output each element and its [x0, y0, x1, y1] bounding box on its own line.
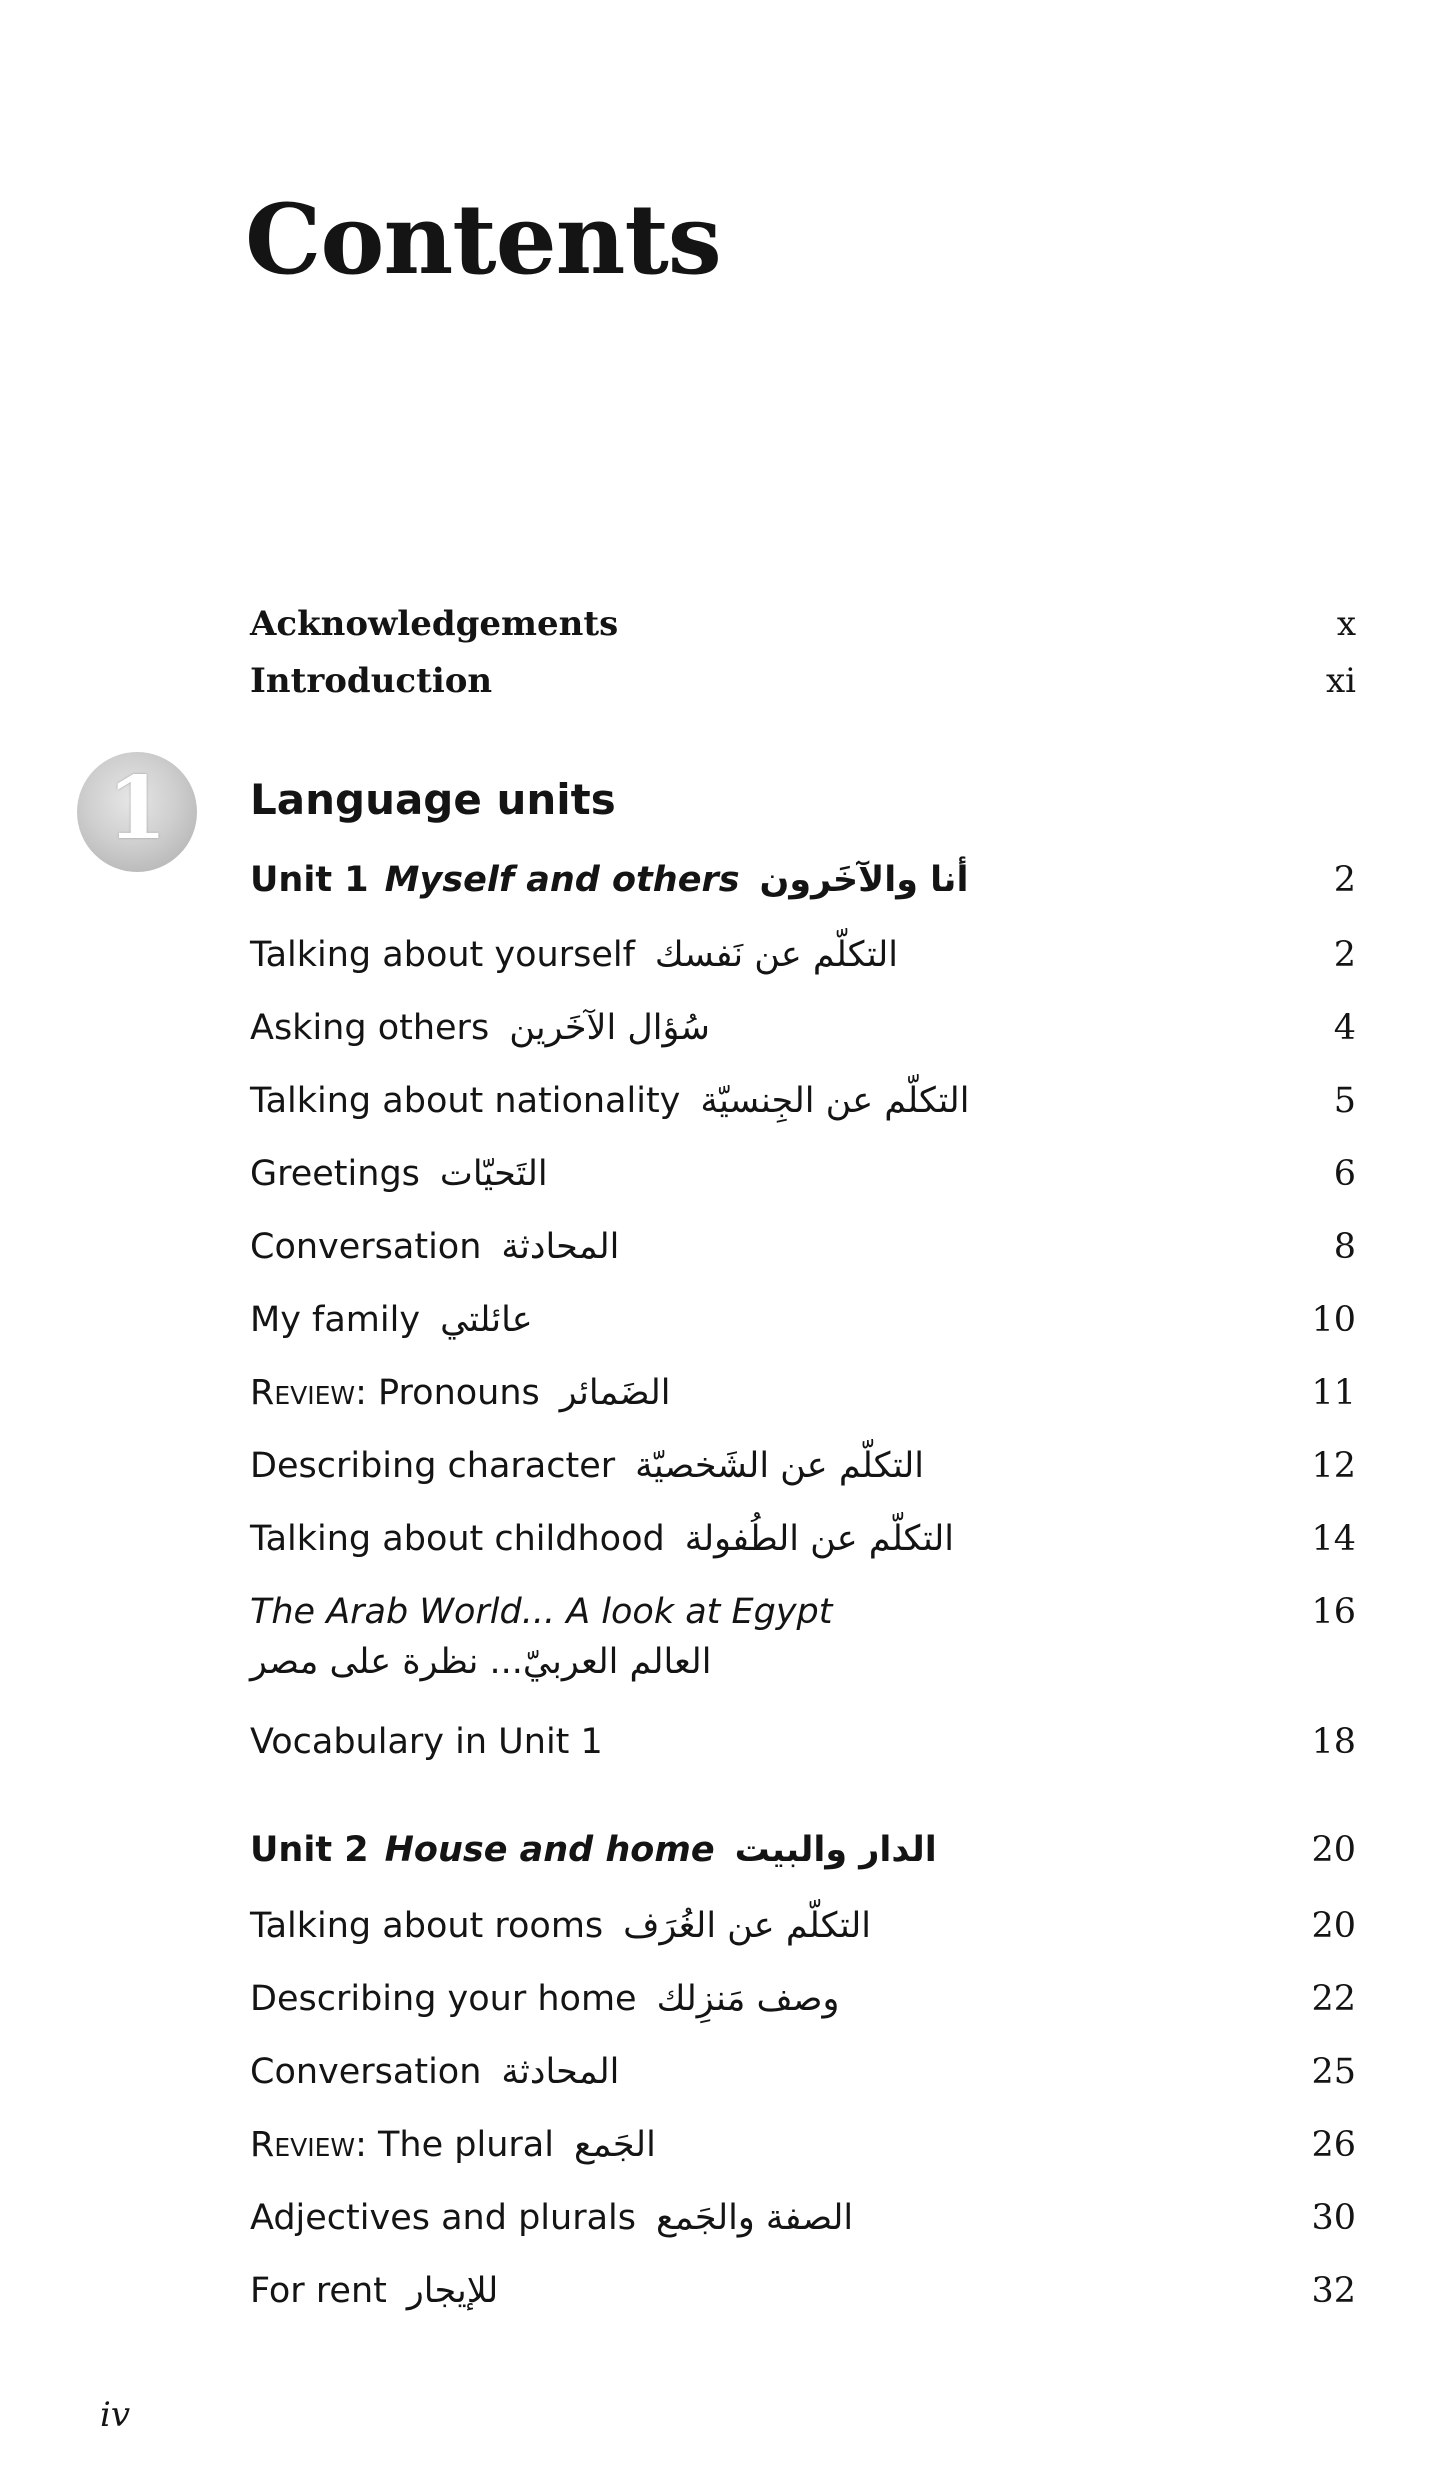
- toc-row-talking-about-rooms[interactable]: [250, 1898, 1356, 1954]
- page-folio: iv: [100, 2395, 131, 2435]
- toc-label: Pronouns: [378, 1373, 540, 1413]
- unit-title: Myself and others: [384, 860, 740, 900]
- toc-page-number: 20: [1311, 1906, 1356, 1946]
- unit-title-arabic: أنا والآخَرون: [759, 860, 969, 900]
- toc-label: Talking about rooms: [250, 1906, 604, 1946]
- toc-label-arabic: سُؤال الآخَرين: [509, 1008, 710, 1048]
- toc-page-number: 6: [1333, 1154, 1356, 1194]
- toc-page-number: 22: [1311, 1979, 1356, 2019]
- toc-label: Talking about nationality: [250, 1081, 681, 1121]
- section-heading: Language units: [250, 775, 616, 824]
- unit-number: Unit 2: [250, 1830, 369, 1870]
- unit-number: Unit 1: [250, 860, 369, 900]
- toc-row-talking-about-childhood[interactable]: [250, 1511, 1356, 1567]
- toc-page-number: 5: [1333, 1081, 1356, 1121]
- toc-page-number: 14: [1311, 1519, 1356, 1559]
- toc-row-review-plural[interactable]: [250, 2117, 1356, 2173]
- toc-page-number: 2: [1333, 935, 1356, 975]
- toc-page-number: 20: [1311, 1830, 1356, 1870]
- toc-row-acknowledgements[interactable]: [250, 596, 1356, 652]
- toc-label-arabic: التكلّم عن الغُرَف: [623, 1906, 871, 1946]
- toc-page-number: 18: [1311, 1722, 1356, 1762]
- toc-row-arab-world[interactable]: [250, 1584, 1356, 1640]
- toc-row-adjectives-and-plurals[interactable]: [250, 2190, 1356, 2246]
- toc-row-describing-your-home[interactable]: [250, 1971, 1356, 2027]
- unit-title-arabic: الدار والبيت: [734, 1830, 937, 1870]
- toc-label: The Arab World... A look at Egypt: [250, 1592, 833, 1632]
- toc-page-number: 32: [1311, 2271, 1356, 2311]
- toc-label-arabic: وصف مَنزِلك: [656, 1979, 840, 2019]
- toc-label-arabic: التكلّم عن نَفسك: [654, 935, 899, 975]
- toc-page-number: 11: [1311, 1373, 1356, 1413]
- toc-label: Talking about yourself: [250, 935, 635, 975]
- toc-row-asking-others[interactable]: [250, 1000, 1356, 1056]
- toc-page-number: 25: [1311, 2052, 1356, 2092]
- section-number-badge: [77, 752, 197, 872]
- toc-row-review-pronouns[interactable]: [250, 1365, 1356, 1421]
- toc-page-number: 10: [1311, 1300, 1356, 1340]
- toc-label-arabic: المحادثة: [501, 2052, 620, 2092]
- toc-page-number: 30: [1311, 2198, 1356, 2238]
- toc-label-arabic: عائلتي: [440, 1300, 533, 1340]
- toc-row-greetings[interactable]: [250, 1146, 1356, 1202]
- toc-page-number: 26: [1311, 2125, 1356, 2165]
- toc-label: Asking others: [250, 1008, 490, 1048]
- toc-page-number: 8: [1333, 1227, 1356, 1267]
- toc-label-arabic: التكلّم عن الشَخصيّة: [635, 1446, 924, 1486]
- toc-page-number: xi: [1325, 661, 1356, 701]
- toc-label: Introduction: [250, 661, 493, 701]
- toc-row-talking-about-nationality[interactable]: [250, 1073, 1356, 1129]
- review-prefix: Review:: [250, 2125, 367, 2165]
- toc-label-arabic: الجَمع: [573, 2125, 656, 2165]
- toc-label-arabic: المحادثة: [501, 1227, 620, 1267]
- toc-row-talking-about-yourself[interactable]: [250, 927, 1356, 983]
- toc-label-arabic: التَحيّات: [439, 1154, 548, 1194]
- toc-label-arabic: الضَمائر: [559, 1373, 671, 1413]
- toc-label-arabic: للإيجار: [406, 2271, 499, 2311]
- toc-page-number: 12: [1311, 1446, 1356, 1486]
- unit-title: House and home: [384, 1830, 715, 1870]
- toc-row-conversation[interactable]: [250, 1219, 1356, 1275]
- section-number: 1: [107, 758, 167, 859]
- review-prefix: Review:: [250, 1373, 367, 1413]
- toc-label-arabic: الصفة والجَمع: [656, 2198, 854, 2238]
- toc-label-arabic: العالم العربيّ... نظرة على مصر: [250, 1642, 712, 1682]
- toc-label: Describing character: [250, 1446, 616, 1486]
- toc-label: Conversation: [250, 2052, 482, 2092]
- toc-label: Describing your home: [250, 1979, 637, 2019]
- toc-page-number: 4: [1333, 1008, 1356, 1048]
- toc-label-arabic: التكلّم عن الجِنسيّة: [700, 1081, 970, 1121]
- toc-label: My family: [250, 1300, 421, 1340]
- toc-label: Adjectives and plurals: [250, 2198, 636, 2238]
- toc-label: For rent: [250, 2271, 387, 2311]
- toc-label-arabic: التكلّم عن الطُفولة: [684, 1519, 954, 1559]
- toc-page-number: 16: [1311, 1592, 1356, 1632]
- toc-row-unit-2[interactable]: [250, 1822, 1356, 1878]
- toc-row-my-family[interactable]: [250, 1292, 1356, 1348]
- toc-row-for-rent[interactable]: [250, 2263, 1356, 2319]
- toc-row-unit-1[interactable]: [250, 852, 1356, 908]
- toc-row-introduction[interactable]: [250, 653, 1356, 709]
- toc-label: Vocabulary in Unit 1: [250, 1722, 603, 1762]
- toc-row-vocabulary-unit-1[interactable]: [250, 1714, 1356, 1770]
- page-title: Contents: [245, 183, 721, 297]
- toc-page-number: 2: [1333, 860, 1356, 900]
- toc-label: Conversation: [250, 1227, 482, 1267]
- toc-label: The plural: [378, 2125, 554, 2165]
- toc-row-describing-character[interactable]: [250, 1438, 1356, 1494]
- toc-label: Talking about childhood: [250, 1519, 665, 1559]
- toc-label: Acknowledgements: [250, 604, 619, 644]
- toc-label: Greetings: [250, 1154, 420, 1194]
- toc-page-number: x: [1336, 604, 1356, 644]
- toc-row-conversation-unit-2[interactable]: [250, 2044, 1356, 2100]
